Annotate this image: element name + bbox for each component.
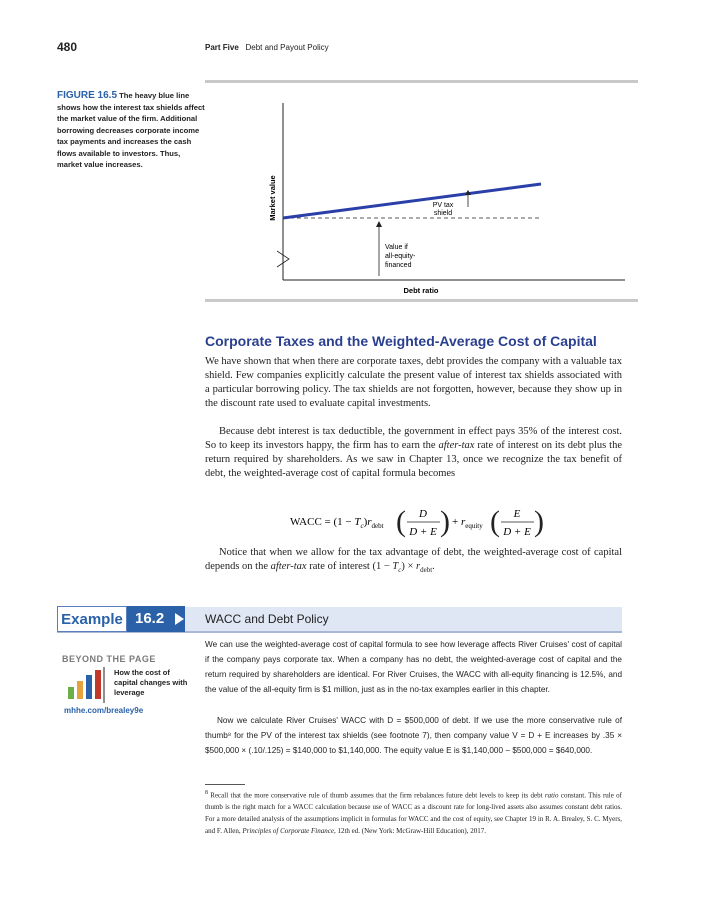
wacc-formula: [290, 505, 550, 544]
arrow-up-icon: [376, 221, 382, 227]
bar-chart-icon: [64, 667, 108, 703]
example-paragraph-1: We can use the weighted-average cost of capital formula to see how leverage affects River Cruises' cost of capital if the company pays corporate tax. When a company has no debt, the weighted-average cost of capital and the return required by shareholders are identical. For River Cruises, the WACC with all-equity financing is 12.5%, and the value of the all-equity firm is $1 million, just as in the no-tax examples earlier in this chapter.: [205, 640, 622, 694]
svg-text:(: (: [490, 505, 500, 538]
mhhe-link[interactable]: mhhe.com/brealey9e: [64, 706, 144, 715]
p2-emphasis: after-tax: [438, 440, 475, 452]
svg-text:D + E: D + E: [503, 526, 531, 538]
market-value-line: [283, 184, 541, 218]
section-paragraph-3: Notice that when we allow for the tax advantage of debt, the weighted-average cost of capital depends on the after-tax rate of interest $(1 - T_c) \times r_{debt}$.: [205, 547, 622, 575]
example-title: WACC and Debt Policy: [205, 612, 329, 626]
section-paragraph-2: [205, 425, 622, 481]
y-axis-label: Market value: [268, 175, 277, 221]
footnote-rule: [205, 784, 245, 785]
play-arrow-icon: [175, 613, 184, 625]
svg-text:): ): [440, 505, 450, 538]
value-label-3: financed: [385, 262, 412, 269]
svg-text:D + E: D + E: [409, 526, 437, 538]
svg-text:D: D: [419, 508, 427, 520]
svg-text:(: (: [396, 505, 406, 538]
figure-diagram: [205, 83, 638, 299]
pv-label-2: shield: [433, 210, 453, 217]
running-head: [205, 43, 329, 52]
pv-label-1: PV tax: [432, 202, 454, 209]
value-label-1: Value if: [385, 244, 408, 251]
svg-text:E: E: [513, 508, 521, 520]
p3-text-b: rate of interest (1 −: [306, 561, 393, 573]
part-label: Part Five: [205, 43, 239, 52]
footnote-marker: 8: [205, 790, 208, 796]
svg-text:+ requity: + $r_{equity}$: [452, 516, 483, 530]
example-badge: [57, 606, 197, 632]
p2-text-b: rate of interest on its debt plus the return required by shareholders. As we saw in Chapter 13, once we recognize the tax benefit of debt, the weighted-average cost of capital formula becomes: [205, 440, 623, 480]
p3-text-a: Notice that when we allow for the tax advantage of debt, the weighted-average cost of capital depends on the: [205, 547, 622, 573]
footnote-text-c: , 12th ed. (New York: McGraw-Hill Education), 2017.: [333, 827, 486, 836]
value-label-2: all-equity-: [385, 253, 416, 260]
example-label: Example: [57, 606, 127, 632]
x-axis-label: Debt ratio: [403, 286, 439, 295]
beyond-the-page-heading: BEYOND THE PAGE: [62, 654, 156, 664]
example-number: 16.2: [127, 606, 185, 632]
section-paragraph-1: We have shown that when there are corporate taxes, debt provides the company with a valuable tax shield. Few companies explicitly calculate the present value of interest tax shields associated with a particular borrowing policy. The tax shields are not forgotten, however, because they show up in the discount rate used to evaluate capital investments.: [205, 356, 622, 410]
svg-text:WACC = (1 − Tc)rdebt: WACC = $(1 - T_c)r_{debt}$: [290, 516, 384, 530]
footnote-emphasis: ratio: [544, 791, 559, 800]
example-paragraph-2: Now we calculate River Cruises' WACC with D = $500,000 of debt. If we use the more conservative rule of thumb⁸ for the PV of the interest tax shields (see footnote 7), then company value V = D + E increases by .35 × $500,000 × (.10/.125) = $140,000 to $1,140,000. The equity value E is $1,140,000 − $500,000 = $640,000.: [205, 716, 622, 755]
p2-text-a: Because debt interest is tax deductible, the government in effect pays 35% of the interest cost. So to keep its investors happy, the firm has to earn the: [205, 426, 622, 452]
beyond-the-page-text: How the cost of capital changes with leverage: [114, 668, 188, 697]
footnote: [205, 787, 622, 837]
page-number: 480: [57, 40, 78, 54]
formula-graphic: [290, 505, 550, 541]
figure-caption: [57, 90, 207, 171]
footnote-text-b: constant. This rule of thumb is the right match for a WACC calculation because use of WACC as a discount rate for long-lived assets also assumes constant debt ratios. For a more detailed analysis of the assumptions implicit in formulas for WACC and the cost of equity, see Chapter 19 in R. A. Brealey, S. C. Myers, and F. Allen,: [205, 791, 623, 836]
footnote-book-title: Principles of Corporate Finance: [242, 827, 334, 836]
svg-text:): ): [534, 505, 544, 538]
section-title: Corporate Taxes and the Weighted-Average Cost of Capital: [205, 333, 597, 349]
p3-emphasis: after-tax: [270, 561, 307, 573]
footnote-text-a: Recall that the more conservative rule of thumb assumes that the firm rebalances future debt levels to keep its debt: [210, 791, 545, 800]
figure-label: FIGURE 16.5: [57, 90, 118, 101]
figure-caption-text: The heavy blue line shows how the interest tax shields affect the market value of the firm. Additional borrowing decreases corporate income tax payments and increases the cash flows available to investors. Thus, market value increases.: [57, 91, 205, 169]
chapter-title: Debt and Payout Policy: [245, 43, 329, 52]
figure-bottom-rule: [205, 299, 638, 302]
